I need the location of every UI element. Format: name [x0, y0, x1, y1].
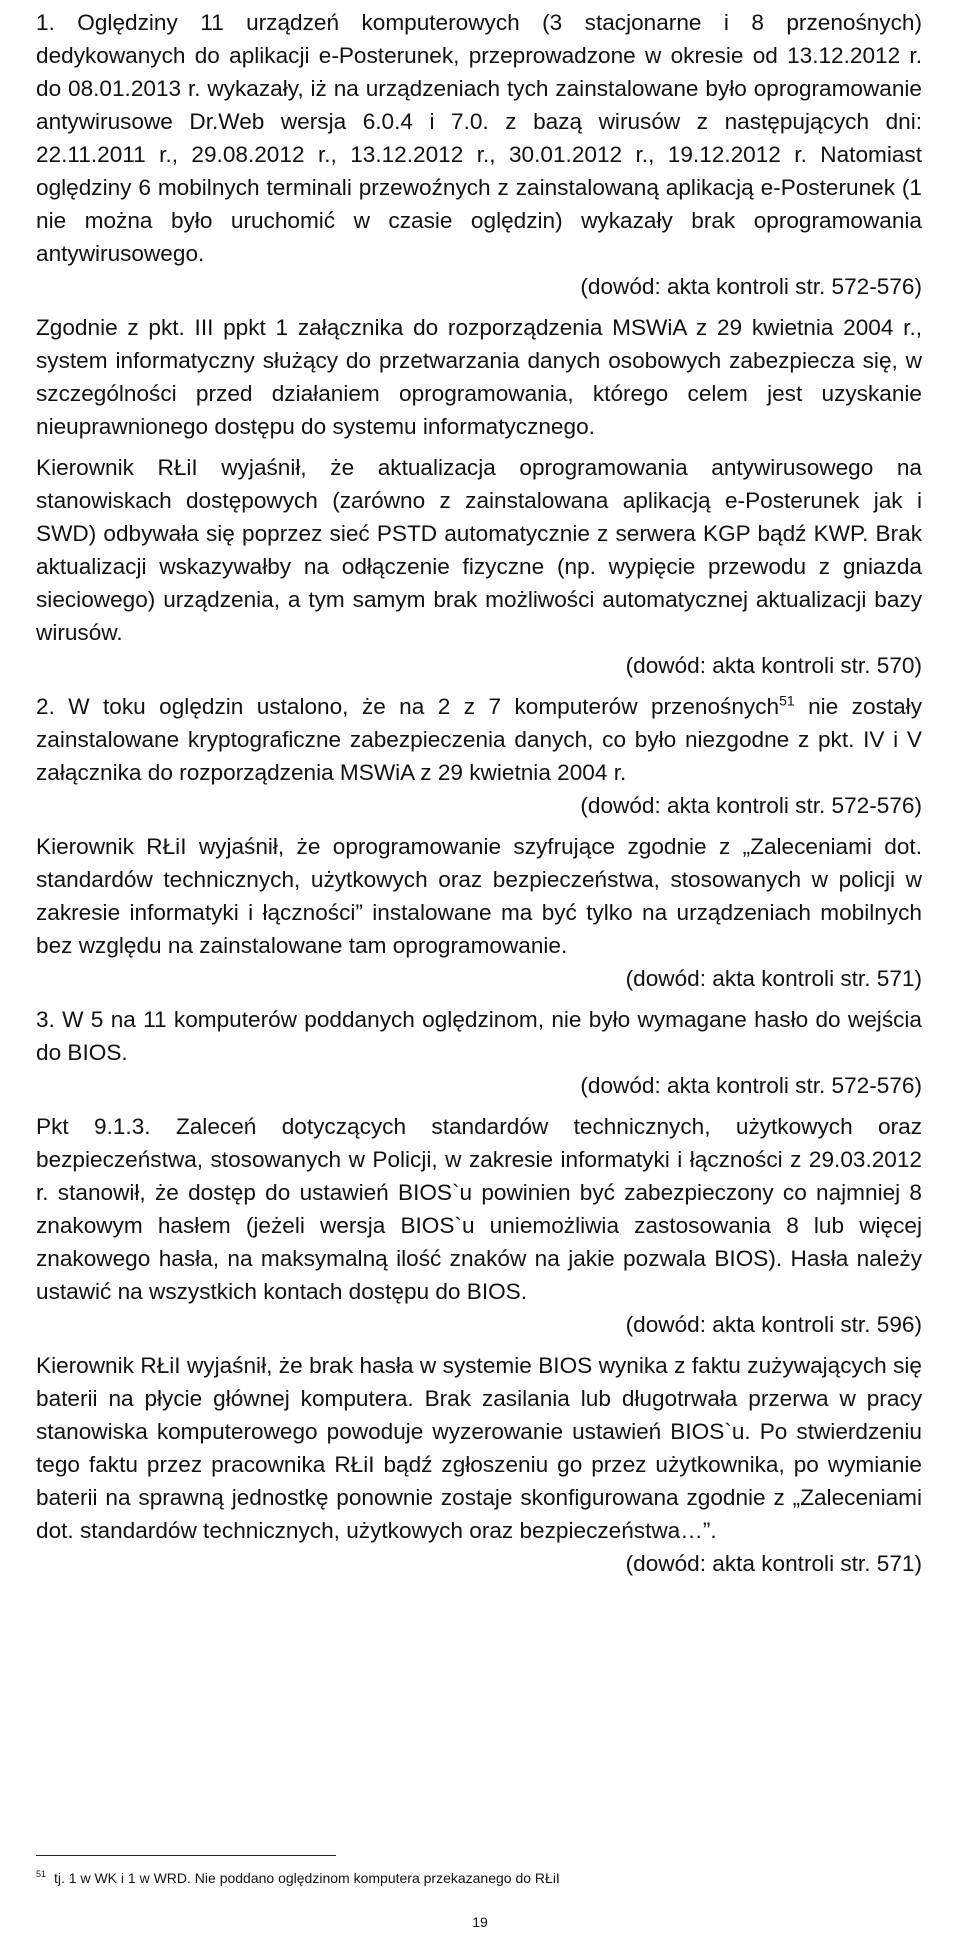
paragraph-1: 1. Oględziny 11 urządzeń komputerowych (3 stacjonarne i 8 przenośnych) dedykowanych do aplikacji e-Posterunek, przeprowadzone w okresie od 13.12.2012 r. do 08.01.2013 r. wykazały, iż na urządzeniach tych zainstalowane było oprogramowanie antywirusowe Dr.Web wersja 6.0.4 i 7.0. z bazą wirusów z następujących dni: 22.11.2011 r., 29.08.2012 r., 13.12.2012 r., 30.01.2012 r., 19.12.2012 r. Natomiast oględziny 6 mobilnych terminali przewoźnych z zainstalowaną aplikacją e-Posterunek (1 nie można było uruchomić w czasie oględzin) wykazały brak oprogramowania antywirusowego. [36, 10, 922, 266]
paragraph-explanation-encryption: Kierownik RŁiI wyjaśnił, że oprogramowanie szyfrujące zgodnie z „Zaleceniami dot. standardów technicznych, użytkowych oraz bezpieczeństwa, stosowanych w policji w zakresie informatyki i łączności” instalowane ma być tylko na urządzeniach mobilnych bez względu na zainstalowane tam oprogramowanie. [36, 834, 922, 958]
evidence-citation: (dowód: akta kontroli str. 572-576) [580, 274, 922, 299]
evidence-citation: (dowód: akta kontroli str. 572-576) [580, 793, 922, 818]
paragraph-explanation-antivirus: Kierownik RŁiI wyjaśnił, że aktualizacja oprogramowania antywirusowego na stanowiskach dostępowych (zarówno z zainstalowana aplikacją e-Posterunek jak i SWD) odbywała się poprzez sieć PSTD automatycznie z serwera KGP bądź KWP. Brak aktualizacji wskazywałby na odłączenie fizyczne (np. wypięcie przewodu z gniazda sieciowego) urządzenia, a tym samym brak możliwości automatycznej aktualizacji bazy wirusów. [36, 455, 922, 645]
footnote-number: 51 [36, 1869, 47, 1880]
paragraph-2-text-cont: nie zostały zainstalowane kryptograficzne zabezpieczenia danych, co było niezgodne z pkt. IV i V załącznika do rozporządzenia MSWiA z 29 kwietnia 2004 r. [36, 694, 922, 785]
footnote-divider [36, 1855, 336, 1856]
paragraph-explanation-bios: Kierownik RŁiI wyjaśnił, że brak hasła w systemie BIOS wynika z faktu zużywających się baterii na płycie głównej komputera. Brak zasilania lub długotrwała przerwa w pracy stanowiska komputerowego powoduje wyzerowanie ustawień BIOS`u. Po stwierdzeniu tego faktu przez pracownika RŁiI bądź zgłoszeniu go przez użytkownika, po wymianie baterii na sprawną jednostkę ponownie zostaje skonfigurowana zgodnie z „Zaleceniami dot. standardów technicznych, użytkowych oraz bezpieczeństwa…”. [36, 1353, 922, 1543]
evidence-citation: (dowód: akta kontroli str. 571) [625, 1551, 922, 1576]
evidence-citation: (dowód: akta kontroli str. 570) [625, 653, 922, 678]
paragraph-regulation: Zgodnie z pkt. III ppkt 1 załącznika do rozporządzenia MSWiA z 29 kwietnia 2004 r., system informatyczny służący do przetwarzania danych osobowych zabezpiecza się, w szczególności przed działaniem oprogramowania, którego celem jest uzyskanie nieuprawnionego dostępu do systemu informatycznego. [36, 315, 922, 439]
page-number: 19 [472, 1914, 488, 1930]
footnote [36, 1869, 560, 1887]
paragraph-2-text: 2. W toku oględzin ustalono, że na 2 z 7 komputerów przenośnych [36, 694, 780, 719]
main-text [36, 6, 922, 1580]
paragraph-3: 3. W 5 na 11 komputerów poddanych oględzinom, nie było wymagane hasło do wejścia do BIOS. [36, 1007, 922, 1065]
footnote-text: tj. 1 w WK i 1 w WRD. Nie poddano oględzinom komputera przekazanego do RŁiI [54, 1870, 560, 1886]
evidence-citation: (dowód: akta kontroli str. 596) [625, 1312, 922, 1337]
paragraph-bios-guidelines: Pkt 9.1.3. Zaleceń dotyczących standardów technicznych, użytkowych oraz bezpieczeństwa, stosowanych w Policji, w zakresie informatyki i łączności z 29.03.2012 r. stanowił, że dostęp do ustawień BIOS`u powinien być zabezpieczony co najmniej 8 znakowym hasłem (jeżeli wersja BIOS`u uniemożliwia zastosowania 8 lub więcej znakowego hasła, na maksymalną ilość znaków na jakie pozwala BIOS). Hasła należy ustawić na wszystkich kontach dostępu do BIOS. [36, 1114, 922, 1304]
evidence-citation: (dowód: akta kontroli str. 571) [625, 966, 922, 991]
footnote-reference: 51 [779, 692, 795, 709]
paragraph-2 [36, 690, 922, 789]
evidence-citation: (dowód: akta kontroli str. 572-576) [580, 1073, 922, 1098]
